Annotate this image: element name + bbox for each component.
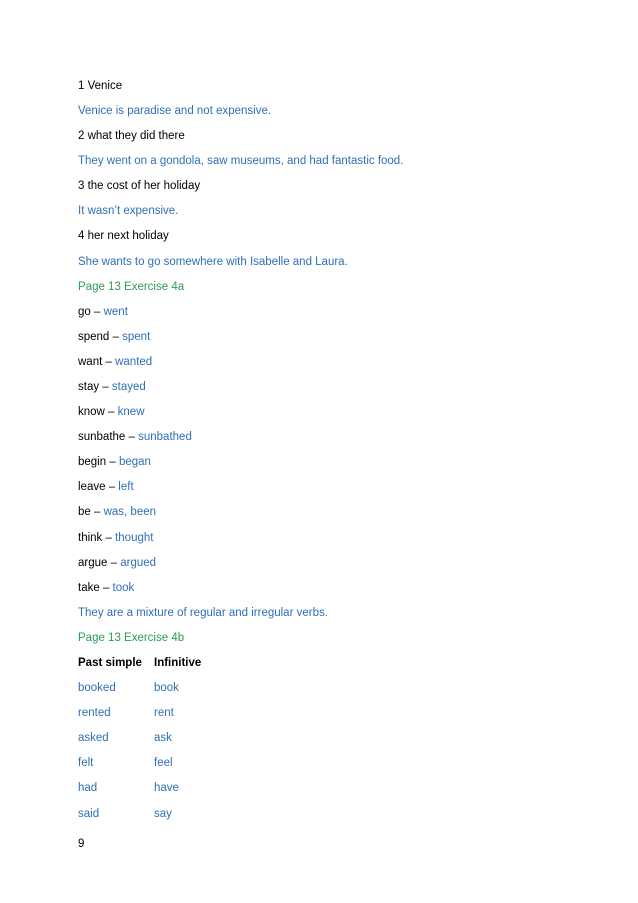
page-number: 9 bbox=[78, 838, 85, 850]
verb-base: want bbox=[78, 356, 103, 368]
infinitive-cell: ask bbox=[154, 732, 172, 744]
verb-pair bbox=[78, 480, 134, 494]
verb-pair bbox=[78, 355, 152, 369]
verb-base: be bbox=[78, 506, 91, 518]
question-2: 2 what they did there bbox=[78, 130, 185, 142]
answer-1: Venice is paradise and not expensive. bbox=[78, 105, 272, 117]
verb-base: argue bbox=[78, 557, 108, 569]
verb-pair bbox=[78, 380, 146, 394]
verb-base: leave bbox=[78, 481, 106, 493]
verb-past: went bbox=[103, 306, 128, 318]
verb-base: go bbox=[78, 306, 91, 318]
verb-past: thought bbox=[115, 532, 154, 544]
past-simple-cell: rented bbox=[78, 707, 111, 719]
verb-past: sunbathed bbox=[138, 431, 192, 443]
verb-past: argued bbox=[120, 557, 157, 569]
exercise-4b-heading: Page 13 Exercise 4b bbox=[78, 632, 185, 644]
verb-past: left bbox=[118, 481, 134, 493]
verb-separator: – bbox=[125, 431, 139, 443]
infinitive-cell: say bbox=[154, 808, 172, 820]
verb-separator: – bbox=[99, 381, 112, 393]
infinitive-cell: rent bbox=[154, 707, 174, 719]
verb-pair bbox=[78, 556, 156, 570]
verb-past: took bbox=[112, 582, 135, 594]
past-simple-cell: had bbox=[78, 782, 98, 794]
past-simple-cell: said bbox=[78, 808, 100, 820]
infinitive-cell: feel bbox=[154, 757, 173, 769]
verb-base: think bbox=[78, 532, 103, 544]
verb-past: stayed bbox=[111, 381, 146, 393]
verb-past: spent bbox=[122, 331, 151, 343]
verb-past: was, been bbox=[103, 506, 157, 518]
question-4: 4 her next holiday bbox=[78, 230, 169, 242]
column-header-infinitive: Infinitive bbox=[154, 657, 202, 669]
verb-pair bbox=[78, 330, 150, 344]
verb-separator: – bbox=[102, 356, 116, 368]
verb-separator: – bbox=[102, 532, 116, 544]
verb-base: take bbox=[78, 582, 100, 594]
verb-pair bbox=[78, 581, 134, 595]
verb-separator: – bbox=[106, 456, 119, 468]
verb-pair bbox=[78, 531, 153, 545]
answer-2: They went on a gondola, saw museums, and had fantastic food. bbox=[78, 155, 404, 167]
verb-separator: – bbox=[107, 557, 121, 569]
verb-separator: – bbox=[105, 481, 119, 493]
verb-separator: – bbox=[104, 406, 118, 418]
exercise-4a-heading: Page 13 Exercise 4a bbox=[78, 281, 185, 293]
verb-base: stay bbox=[78, 381, 100, 393]
verb-past: knew bbox=[117, 406, 145, 418]
verb-pair bbox=[78, 505, 156, 519]
exercise-4a-conclusion: They are a mixture of regular and irregular verbs. bbox=[78, 607, 328, 619]
column-header-past-simple: Past simple bbox=[78, 657, 142, 669]
verb-separator: – bbox=[90, 306, 104, 318]
verb-past: wanted bbox=[115, 356, 153, 368]
verb-base: begin bbox=[78, 456, 107, 468]
verb-base: know bbox=[78, 406, 105, 418]
past-simple-cell: booked bbox=[78, 682, 116, 694]
verb-separator: – bbox=[109, 331, 123, 343]
verb-pair bbox=[78, 305, 128, 319]
verb-separator: – bbox=[99, 582, 113, 594]
verb-pair bbox=[78, 405, 145, 419]
answer-3: It wasn’t expensive. bbox=[78, 205, 179, 217]
verb-separator: – bbox=[90, 506, 104, 518]
answer-4: She wants to go somewhere with Isabelle and Laura. bbox=[78, 256, 348, 268]
infinitive-cell: have bbox=[154, 782, 179, 794]
question-3: 3 the cost of her holiday bbox=[78, 180, 201, 192]
question-1: 1 Venice bbox=[78, 80, 123, 92]
verb-past: began bbox=[118, 456, 151, 468]
past-simple-cell: asked bbox=[78, 732, 109, 744]
verb-base: sunbathe bbox=[78, 431, 126, 443]
verb-pair bbox=[78, 455, 151, 469]
infinitive-cell: book bbox=[154, 682, 179, 694]
verb-base: spend bbox=[78, 331, 110, 343]
verb-pair bbox=[78, 430, 192, 444]
past-simple-cell: felt bbox=[78, 757, 94, 769]
